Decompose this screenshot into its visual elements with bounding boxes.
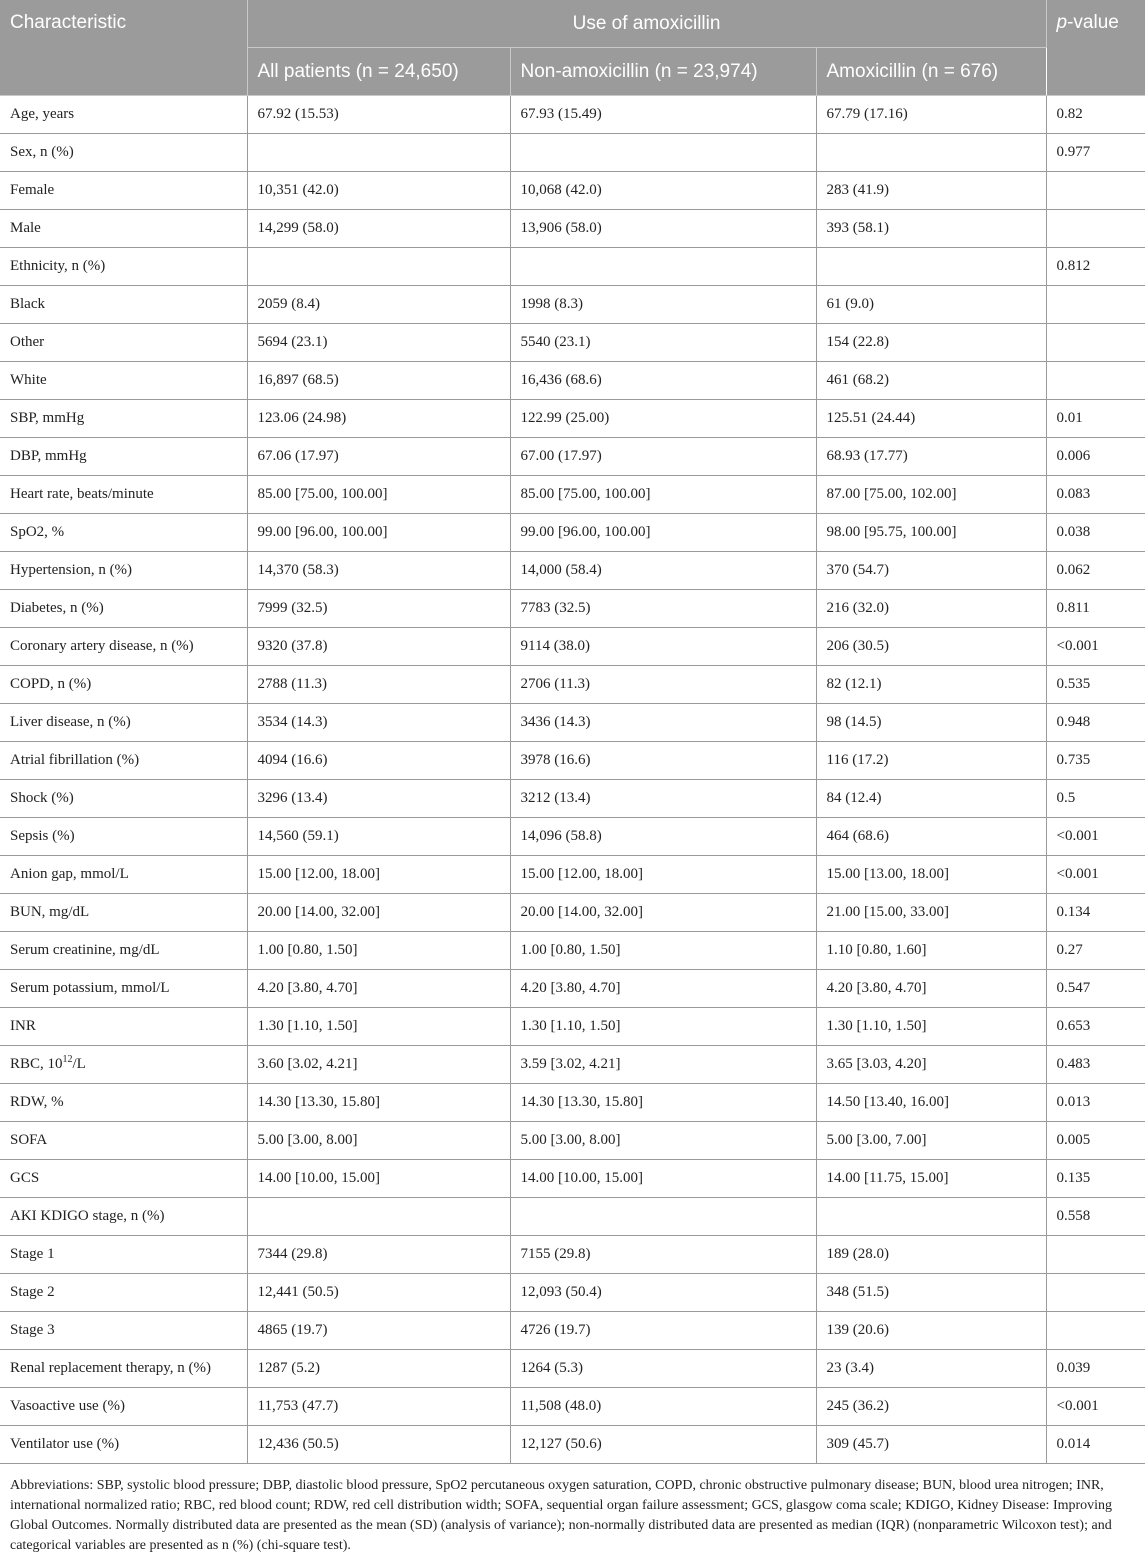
cell-p-value: 0.014 xyxy=(1046,1426,1145,1464)
table-row xyxy=(0,704,1145,742)
header-all-patients: All patients (n = 24,650) xyxy=(247,48,510,96)
cell-p-value: 0.005 xyxy=(1046,1122,1145,1160)
cell-non-amoxicillin: 7155 (29.8) xyxy=(510,1236,816,1274)
cell-characteristic: Renal replacement therapy, n (%) xyxy=(0,1350,247,1388)
header-p-italic: p xyxy=(1056,12,1068,33)
cell-all-patients: 11,753 (47.7) xyxy=(247,1388,510,1426)
cell-all-patients: 14,560 (59.1) xyxy=(247,818,510,856)
cell-amoxicillin: 14.00 [11.75, 15.00] xyxy=(816,1160,1046,1198)
cell-p-value: 0.013 xyxy=(1046,1084,1145,1122)
cell-p-value: <0.001 xyxy=(1046,1388,1145,1426)
cell-all-patients: 14.00 [10.00, 15.00] xyxy=(247,1160,510,1198)
cell-p-value: 0.812 xyxy=(1046,248,1145,286)
table-row xyxy=(0,210,1145,248)
cell-amoxicillin: 87.00 [75.00, 102.00] xyxy=(816,476,1046,514)
header-p-rest: -value xyxy=(1067,12,1119,33)
cell-non-amoxicillin: 5540 (23.1) xyxy=(510,324,816,362)
header-p-value xyxy=(1046,0,1145,96)
cell-p-value: 0.735 xyxy=(1046,742,1145,780)
table-row xyxy=(0,780,1145,818)
cell-non-amoxicillin: 122.99 (25.00) xyxy=(510,400,816,438)
table-row xyxy=(0,1160,1145,1198)
cell-characteristic: GCS xyxy=(0,1160,247,1198)
cell-characteristic: Shock (%) xyxy=(0,780,247,818)
header-group-amoxicillin-use: Use of amoxicillin xyxy=(247,0,1046,48)
cell-characteristic: Atrial fibrillation (%) xyxy=(0,742,247,780)
table-row xyxy=(0,362,1145,400)
cell-amoxicillin: 67.79 (17.16) xyxy=(816,96,1046,134)
cell-p-value: 0.547 xyxy=(1046,970,1145,1008)
cell-amoxicillin: 5.00 [3.00, 7.00] xyxy=(816,1122,1046,1160)
cell-non-amoxicillin: 14,000 (58.4) xyxy=(510,552,816,590)
cell-characteristic: COPD, n (%) xyxy=(0,666,247,704)
cell-amoxicillin: 68.93 (17.77) xyxy=(816,438,1046,476)
cell-characteristic: BUN, mg/dL xyxy=(0,894,247,932)
cell-amoxicillin: 309 (45.7) xyxy=(816,1426,1046,1464)
cell-characteristic: Ethnicity, n (%) xyxy=(0,248,247,286)
cell-all-patients: 2788 (11.3) xyxy=(247,666,510,704)
cell-non-amoxicillin: 20.00 [14.00, 32.00] xyxy=(510,894,816,932)
cell-characteristic: Stage 3 xyxy=(0,1312,247,1350)
cell-p-value: <0.001 xyxy=(1046,628,1145,666)
cell-all-patients: 20.00 [14.00, 32.00] xyxy=(247,894,510,932)
cell-amoxicillin: 1.10 [0.80, 1.60] xyxy=(816,932,1046,970)
cell-non-amoxicillin: 15.00 [12.00, 18.00] xyxy=(510,856,816,894)
cell-non-amoxicillin: 3978 (16.6) xyxy=(510,742,816,780)
cell-p-value xyxy=(1046,1312,1145,1350)
cell-characteristic: SOFA xyxy=(0,1122,247,1160)
table-row xyxy=(0,742,1145,780)
table-row xyxy=(0,1198,1145,1236)
table-row xyxy=(0,438,1145,476)
cell-p-value: 0.062 xyxy=(1046,552,1145,590)
cell-p-value: 0.653 xyxy=(1046,1008,1145,1046)
cell-non-amoxicillin: 99.00 [96.00, 100.00] xyxy=(510,514,816,552)
cell-amoxicillin: 461 (68.2) xyxy=(816,362,1046,400)
table-row xyxy=(0,1046,1145,1084)
table-body xyxy=(0,96,1145,1464)
cell-characteristic: Other xyxy=(0,324,247,362)
cell-non-amoxicillin: 14.30 [13.30, 15.80] xyxy=(510,1084,816,1122)
cell-non-amoxicillin: 9114 (38.0) xyxy=(510,628,816,666)
cell-p-value xyxy=(1046,210,1145,248)
cell-non-amoxicillin: 4.20 [3.80, 4.70] xyxy=(510,970,816,1008)
cell-amoxicillin: 3.65 [3.03, 4.20] xyxy=(816,1046,1046,1084)
cell-p-value: 0.01 xyxy=(1046,400,1145,438)
cell-all-patients: 4094 (16.6) xyxy=(247,742,510,780)
cell-characteristic: Sex, n (%) xyxy=(0,134,247,172)
table-row xyxy=(0,894,1145,932)
cell-all-patients: 67.92 (15.53) xyxy=(247,96,510,134)
cell-non-amoxicillin: 2706 (11.3) xyxy=(510,666,816,704)
cell-non-amoxicillin xyxy=(510,134,816,172)
cell-p-value: 0.977 xyxy=(1046,134,1145,172)
cell-all-patients: 3534 (14.3) xyxy=(247,704,510,742)
cell-characteristic: Vasoactive use (%) xyxy=(0,1388,247,1426)
table-row xyxy=(0,856,1145,894)
cell-non-amoxicillin: 67.00 (17.97) xyxy=(510,438,816,476)
cell-all-patients: 67.06 (17.97) xyxy=(247,438,510,476)
cell-p-value: 0.5 xyxy=(1046,780,1145,818)
cell-characteristic: Coronary artery disease, n (%) xyxy=(0,628,247,666)
cell-characteristic: SpO2, % xyxy=(0,514,247,552)
cell-characteristic: Female xyxy=(0,172,247,210)
cell-p-value xyxy=(1046,1274,1145,1312)
table-row xyxy=(0,1350,1145,1388)
cell-all-patients: 14,299 (58.0) xyxy=(247,210,510,248)
cell-amoxicillin: 4.20 [3.80, 4.70] xyxy=(816,970,1046,1008)
cell-all-patients: 1.00 [0.80, 1.50] xyxy=(247,932,510,970)
cell-all-patients: 85.00 [75.00, 100.00] xyxy=(247,476,510,514)
cell-p-value: <0.001 xyxy=(1046,818,1145,856)
cell-p-value: 0.038 xyxy=(1046,514,1145,552)
cell-amoxicillin: 61 (9.0) xyxy=(816,286,1046,324)
cell-p-value: 0.039 xyxy=(1046,1350,1145,1388)
cell-amoxicillin xyxy=(816,1198,1046,1236)
cell-non-amoxicillin: 7783 (32.5) xyxy=(510,590,816,628)
table-row xyxy=(0,1008,1145,1046)
cell-characteristic: RBC, $10^{12}/L$ xyxy=(0,1046,247,1084)
cell-non-amoxicillin: 1.00 [0.80, 1.50] xyxy=(510,932,816,970)
cell-amoxicillin xyxy=(816,248,1046,286)
cell-p-value xyxy=(1046,1236,1145,1274)
cell-characteristic: INR xyxy=(0,1008,247,1046)
cell-amoxicillin: 206 (30.5) xyxy=(816,628,1046,666)
table-row xyxy=(0,400,1145,438)
cell-all-patients: 4.20 [3.80, 4.70] xyxy=(247,970,510,1008)
table-row xyxy=(0,628,1145,666)
cell-characteristic: Stage 1 xyxy=(0,1236,247,1274)
header-amoxicillin: Amoxicillin (n = 676) xyxy=(816,48,1046,96)
cell-all-patients: 5694 (23.1) xyxy=(247,324,510,362)
table-row xyxy=(0,590,1145,628)
cell-amoxicillin: 154 (22.8) xyxy=(816,324,1046,362)
cell-all-patients: 12,441 (50.5) xyxy=(247,1274,510,1312)
table-row xyxy=(0,324,1145,362)
table-row xyxy=(0,134,1145,172)
table-row xyxy=(0,96,1145,134)
cell-amoxicillin: 139 (20.6) xyxy=(816,1312,1046,1350)
cell-all-patients: 7999 (32.5) xyxy=(247,590,510,628)
table-row xyxy=(0,818,1145,856)
cell-amoxicillin: 464 (68.6) xyxy=(816,818,1046,856)
cell-all-patients: 14,370 (58.3) xyxy=(247,552,510,590)
cell-non-amoxicillin: 1264 (5.3) xyxy=(510,1350,816,1388)
cell-amoxicillin: 21.00 [15.00, 33.00] xyxy=(816,894,1046,932)
cell-all-patients: 7344 (29.8) xyxy=(247,1236,510,1274)
cell-all-patients: 4865 (19.7) xyxy=(247,1312,510,1350)
cell-characteristic: Male xyxy=(0,210,247,248)
cell-p-value: 0.27 xyxy=(1046,932,1145,970)
cell-non-amoxicillin xyxy=(510,1198,816,1236)
cell-amoxicillin: 348 (51.5) xyxy=(816,1274,1046,1312)
cell-non-amoxicillin: 14.00 [10.00, 15.00] xyxy=(510,1160,816,1198)
cell-p-value xyxy=(1046,172,1145,210)
cell-non-amoxicillin: 5.00 [3.00, 8.00] xyxy=(510,1122,816,1160)
cell-characteristic: SBP, mmHg xyxy=(0,400,247,438)
cell-all-patients: 99.00 [96.00, 100.00] xyxy=(247,514,510,552)
cell-all-patients: 16,897 (68.5) xyxy=(247,362,510,400)
cell-characteristic: Serum creatinine, mg/dL xyxy=(0,932,247,970)
cell-amoxicillin: 116 (17.2) xyxy=(816,742,1046,780)
cell-characteristic: Serum potassium, mmol/L xyxy=(0,970,247,1008)
cell-non-amoxicillin xyxy=(510,248,816,286)
cell-all-patients: 1.30 [1.10, 1.50] xyxy=(247,1008,510,1046)
cell-amoxicillin: 98 (14.5) xyxy=(816,704,1046,742)
cell-p-value: 0.006 xyxy=(1046,438,1145,476)
cell-p-value: 0.82 xyxy=(1046,96,1145,134)
table-row xyxy=(0,1274,1145,1312)
table-row xyxy=(0,172,1145,210)
cell-characteristic: Diabetes, n (%) xyxy=(0,590,247,628)
header-non-amoxicillin: Non-amoxicillin (n = 23,974) xyxy=(510,48,816,96)
cell-non-amoxicillin: 14,096 (58.8) xyxy=(510,818,816,856)
cell-all-patients: 1287 (5.2) xyxy=(247,1350,510,1388)
cell-all-patients: 3296 (13.4) xyxy=(247,780,510,818)
cell-characteristic: RDW, % xyxy=(0,1084,247,1122)
cell-p-value: <0.001 xyxy=(1046,856,1145,894)
cell-amoxicillin: 216 (32.0) xyxy=(816,590,1046,628)
table-row xyxy=(0,932,1145,970)
cell-non-amoxicillin: 3436 (14.3) xyxy=(510,704,816,742)
cell-all-patients: 3.60 [3.02, 4.21] xyxy=(247,1046,510,1084)
table-row xyxy=(0,1084,1145,1122)
table-row xyxy=(0,1122,1145,1160)
cell-p-value xyxy=(1046,286,1145,324)
cell-non-amoxicillin: 11,508 (48.0) xyxy=(510,1388,816,1426)
table-row xyxy=(0,476,1145,514)
table-row xyxy=(0,1312,1145,1350)
cell-all-patients: 10,351 (42.0) xyxy=(247,172,510,210)
cell-non-amoxicillin: 16,436 (68.6) xyxy=(510,362,816,400)
cell-non-amoxicillin: 12,127 (50.6) xyxy=(510,1426,816,1464)
cell-all-patients: 14.30 [13.30, 15.80] xyxy=(247,1084,510,1122)
cell-p-value: 0.135 xyxy=(1046,1160,1145,1198)
cell-amoxicillin xyxy=(816,134,1046,172)
cell-all-patients xyxy=(247,134,510,172)
cell-all-patients xyxy=(247,248,510,286)
cell-amoxicillin: 189 (28.0) xyxy=(816,1236,1046,1274)
cell-non-amoxicillin: 10,068 (42.0) xyxy=(510,172,816,210)
cell-characteristic: DBP, mmHg xyxy=(0,438,247,476)
cell-non-amoxicillin: 12,093 (50.4) xyxy=(510,1274,816,1312)
table-row xyxy=(0,248,1145,286)
table-row xyxy=(0,1388,1145,1426)
table-footnote: Abbreviations: SBP, systolic blood pressure; DBP, diastolic blood pressure, SpO2 percutaneous oxygen saturation, COPD, chronic obstructive pulmonary disease; BUN, blood urea nitrogen; INR, international normalized ratio; RBC, red blood count; RDW, red cell distribution width; SOFA, sequential organ failure assessment; GCS, glasgow coma scale; KDIGO, Kidney Disease: Improving Global Outcomes. Normally distributed data are presented as the mean (SD) (analysis of variance); non-normally distributed data are presented as median (IQR) (nonparametric Wilcoxon test); and categorical variables are presented as n (%) (chi-square test). xyxy=(10,1478,1113,1553)
cell-all-patients: 123.06 (24.98) xyxy=(247,400,510,438)
cell-characteristic: Heart rate, beats/minute xyxy=(0,476,247,514)
cell-all-patients: 2059 (8.4) xyxy=(247,286,510,324)
cell-all-patients: 15.00 [12.00, 18.00] xyxy=(247,856,510,894)
table-header xyxy=(0,0,1145,96)
cell-amoxicillin: 15.00 [13.00, 18.00] xyxy=(816,856,1046,894)
cell-amoxicillin: 82 (12.1) xyxy=(816,666,1046,704)
cell-non-amoxicillin: 1.30 [1.10, 1.50] xyxy=(510,1008,816,1046)
cell-amoxicillin: 14.50 [13.40, 16.00] xyxy=(816,1084,1046,1122)
cell-amoxicillin: 125.51 (24.44) xyxy=(816,400,1046,438)
cell-amoxicillin: 98.00 [95.75, 100.00] xyxy=(816,514,1046,552)
cell-p-value xyxy=(1046,362,1145,400)
cell-p-value: 0.134 xyxy=(1046,894,1145,932)
cell-characteristic: Black xyxy=(0,286,247,324)
cell-amoxicillin: 393 (58.1) xyxy=(816,210,1046,248)
cell-characteristic: Hypertension, n (%) xyxy=(0,552,247,590)
cell-characteristic: Sepsis (%) xyxy=(0,818,247,856)
cell-amoxicillin: 23 (3.4) xyxy=(816,1350,1046,1388)
cell-characteristic: Anion gap, mmol/L xyxy=(0,856,247,894)
cell-p-value: 0.083 xyxy=(1046,476,1145,514)
cell-p-value: 0.558 xyxy=(1046,1198,1145,1236)
cell-all-patients: 9320 (37.8) xyxy=(247,628,510,666)
cell-non-amoxicillin: 3212 (13.4) xyxy=(510,780,816,818)
table-row xyxy=(0,552,1145,590)
table-row xyxy=(0,970,1145,1008)
header-characteristic: Characteristic xyxy=(0,0,247,96)
table-row xyxy=(0,1426,1145,1464)
cell-characteristic: AKI KDIGO stage, n (%) xyxy=(0,1198,247,1236)
cell-amoxicillin: 1.30 [1.10, 1.50] xyxy=(816,1008,1046,1046)
cell-amoxicillin: 84 (12.4) xyxy=(816,780,1046,818)
cell-characteristic: Ventilator use (%) xyxy=(0,1426,247,1464)
cell-non-amoxicillin: 13,906 (58.0) xyxy=(510,210,816,248)
cell-p-value: 0.948 xyxy=(1046,704,1145,742)
cell-non-amoxicillin: 1998 (8.3) xyxy=(510,286,816,324)
cell-p-value: 0.535 xyxy=(1046,666,1145,704)
cell-characteristic: Stage 2 xyxy=(0,1274,247,1312)
table-row xyxy=(0,286,1145,324)
cell-non-amoxicillin: 67.93 (15.49) xyxy=(510,96,816,134)
cell-p-value: 0.483 xyxy=(1046,1046,1145,1084)
cell-all-patients: 12,436 (50.5) xyxy=(247,1426,510,1464)
table-row xyxy=(0,1236,1145,1274)
cell-amoxicillin: 245 (36.2) xyxy=(816,1388,1046,1426)
cell-p-value xyxy=(1046,324,1145,362)
cell-characteristic: Age, years xyxy=(0,96,247,134)
cell-all-patients xyxy=(247,1198,510,1236)
table-row xyxy=(0,666,1145,704)
cell-non-amoxicillin: 4726 (19.7) xyxy=(510,1312,816,1350)
cell-non-amoxicillin: 3.59 [3.02, 4.21] xyxy=(510,1046,816,1084)
cell-p-value: 0.811 xyxy=(1046,590,1145,628)
cell-all-patients: 5.00 [3.00, 8.00] xyxy=(247,1122,510,1160)
cell-amoxicillin: 283 (41.9) xyxy=(816,172,1046,210)
cell-amoxicillin: 370 (54.7) xyxy=(816,552,1046,590)
cell-characteristic: Liver disease, n (%) xyxy=(0,704,247,742)
cell-characteristic: White xyxy=(0,362,247,400)
cell-non-amoxicillin: 85.00 [75.00, 100.00] xyxy=(510,476,816,514)
table-row xyxy=(0,514,1145,552)
